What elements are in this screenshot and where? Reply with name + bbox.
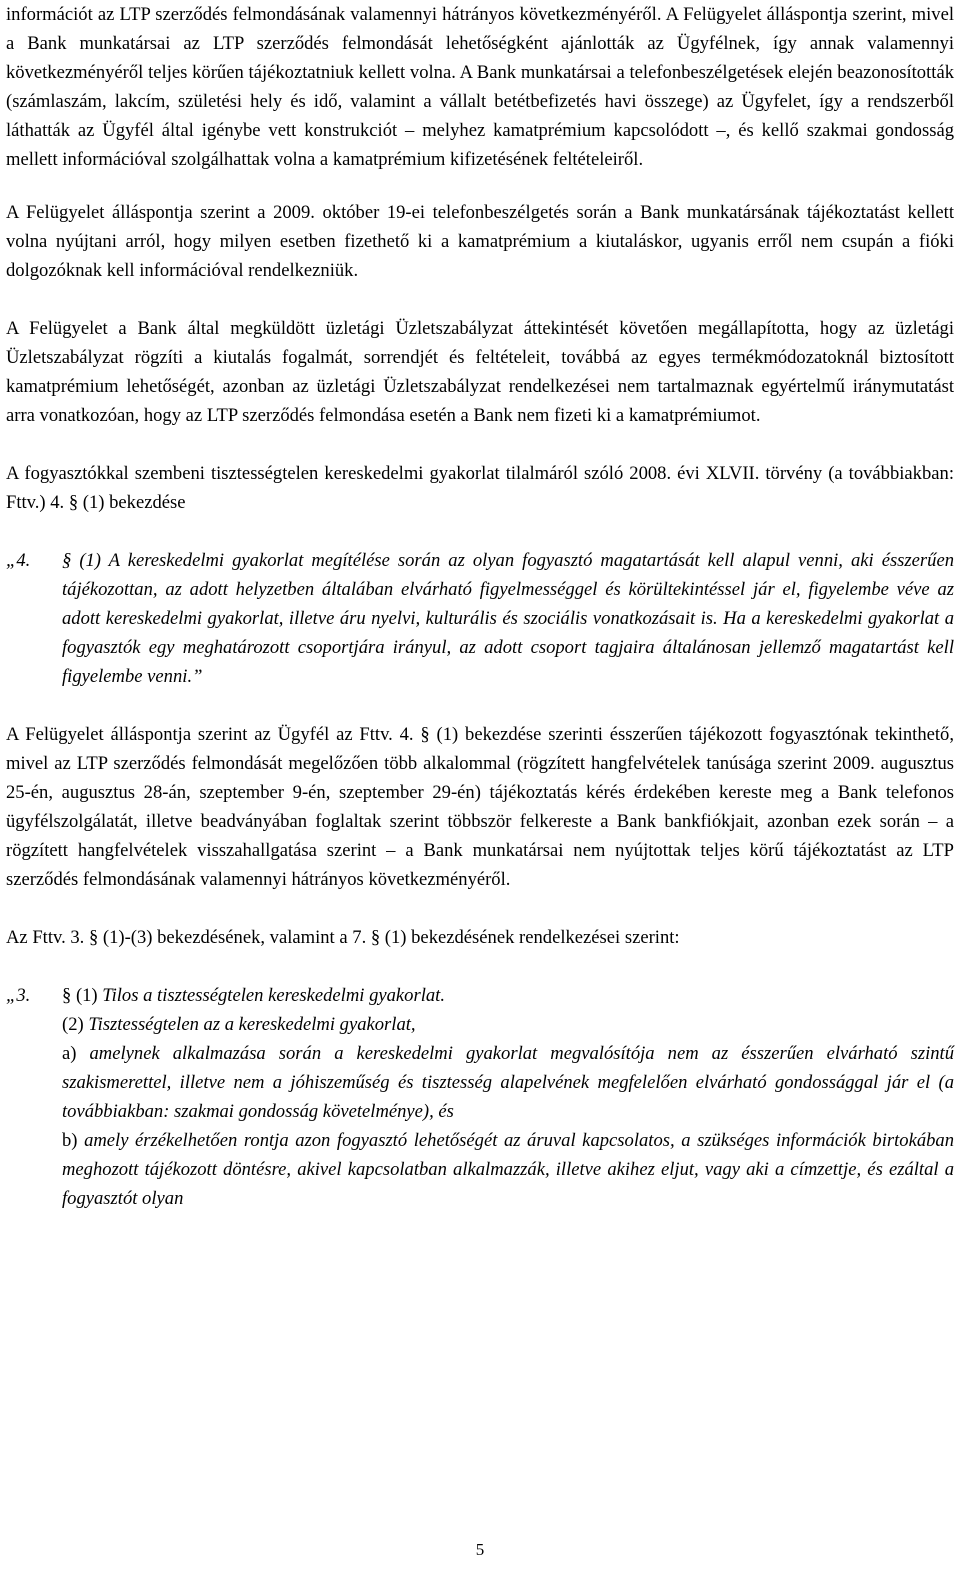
paragraph-5: A Felügyelet álláspontja szerint az Ügyfél az Fttv. 4. § (1) bekezdése szerinti ésszerűen tájékozott fogyasztónak tekinthető, mivel az LTP szerződés felmondását megelőzően több alkalommal (rögzített hangfelvételek tanúsága szerint 2009. augusztus 25-én, augusztus 28-án, szeptember 9-én, szeptember 29-én) tájékoztatás kérés érdekében kereste meg a Bank telefonos ügyfélszolgálatát, illetve beadványában foglaltak szerint többször felkereste a Bank bankfiókjait, azonban ezek során – a rögzített hangfelvételek visszahallgatása szerint – a Bank munkatársai nem nyújtottak teljes körű tájékoztatást az LTP szerződés felmondásának valamennyi hátrányos következményéről. — [6, 724, 954, 890]
document-page — [6, 0, 954, 1213]
quote-fttv-3-item-a-text: amelynek alkalmazása során a kereskedelmi gyakorlat megvalósítója nem az ésszerűen elvárható szintű szakismerettel, illetve nem a jóhiszeműség és tisztesség alapelvének megfelelően elvárható gondossággal jár el (a továbbiakban: szakmai gondosság követelménye), és — [62, 1043, 954, 1122]
quote-fttv-3-item-a — [62, 1039, 954, 1126]
quote-fttv-3-line-1-text: Tilos a tisztességtelen kereskedelmi gyakorlat. — [102, 985, 445, 1006]
paragraph-2: A Felügyelet álláspontja szerint a 2009. október 19-ei telefonbeszélgetés során a Bank munkatársának tájékoztatást kellett volna nyújtani arról, hogy milyen esetben fizethető ki a kamatprémium a kiutaláskor, ugyanis erről nem csupán a fióki dolgozóknak kell információval rendelkezniük. — [6, 202, 954, 281]
quote-fttv-4 — [6, 546, 954, 691]
quote-fttv-3 — [6, 981, 954, 1213]
quote-fttv-3-line-2-text: Tisztességtelen az a kereskedelmi gyakorlat, — [88, 1014, 416, 1035]
quote-fttv-3-item-b — [62, 1126, 954, 1213]
page-number: 5 — [475, 1540, 485, 1559]
quote-fttv-3-line-1-prefix: § (1) — [62, 985, 103, 1006]
paragraph-1-part-1: információt az LTP szerződés felmondásának valamennyi hátrányos következményéről. A Felügyelet álláspontja szerint, mivel a Bank munkatársai az LTP szerződés felmondását lehetőségként ajánlották az Ügyfélnek, így annak valamennyi következményéről teljes körűen tájékoztatniuk kellett volna. — [6, 4, 954, 83]
paragraph-1-part-2: A Bank munkatársai a telefonbeszélgetések elején beazonosították (számlaszám, lakcím, születési hely és idő, valamint a vállalt betétbefizetés havi összege) az Ügyfelet, így a rendszerből láthatták az Ügyfél által igénybe vett konstrukciót – melyhez kamatprémium kapcsolódott –, és kellő szakmai gondosság mellett információval szolgálhattak volna a kamatprémium kifizetésének feltételeiről. — [6, 62, 954, 170]
quote-fttv-3-line-1 — [62, 981, 954, 1010]
paragraph-3: A Felügyelet a Bank által megküldött üzletági Üzletszabályzat áttekintését követően megállapította, hogy az üzletági Üzletszabályzat rögzíti a kiutalás fogalmát, sorrendjét és feltételeit, továbbá az egyes termékmódozatoknál biztosított kamatprémium lehetőségét, azonban az üzletági Üzletszabályzat rendelkezései nem tartalmaznak egyértelmű iránymutatást arra vonatkozóan, hogy az LTP szerződés felmondása esetén a Bank nem fizeti ki a kamatprémiumot. — [6, 318, 954, 426]
quote-fttv-3-item-b-text: amely érzékelhetően rontja azon fogyasztó lehetőségét az áruval kapcsolatos, a szükséges információk birtokában meghozott tájékozott döntésre, akivel kapcsolatban alkalmazzák, illetve akihez eljut, vagy aki a címzettje, és ezáltal a fogyasztót olyan — [62, 1130, 955, 1209]
quote-fttv-3-item-b-prefix: b) — [62, 1130, 85, 1151]
quote-fttv-3-line-2-prefix: (2) — [62, 1014, 89, 1035]
quote-fttv-3-item-a-prefix: a) — [62, 1043, 90, 1064]
paragraph-4: A fogyasztókkal szembeni tisztességtelen kereskedelmi gyakorlat tilalmáról szóló 2008. évi XLVII. törvény (a továbbiakban: Fttv.) 4. § (1) bekezdése — [6, 463, 954, 513]
paragraph-6: Az Fttv. 3. § (1)-(3) bekezdésének, valamint a 7. § (1) bekezdésének rendelkezései szerint: — [6, 927, 680, 948]
quote-fttv-3-line-2 — [62, 1010, 954, 1039]
paragraph-1 — [6, 0, 954, 174]
quote-fttv-4-lead: „4. — [6, 550, 31, 571]
quote-fttv-4-text: § (1) A kereskedelmi gyakorlat megítélése során az olyan fogyasztó magatartását kell alapul venni, aki ésszerűen tájékozottan, az adott helyzetben általában elvárható figyelmességgel és körültekintéssel jár el, figyelembe véve az adott kereskedelmi gyakorlat, illetve áru nyelvi, kulturális és szociális vonatkozásait is. Ha a kereskedelmi gyakorlat a fogyasztók egy meghatározott csoportjára irányul, az adott csoport tagjaira általánosan jellemző magatartást kell figyelembe venni.” — [62, 550, 954, 687]
quote-fttv-3-lead: „3. — [6, 985, 31, 1006]
